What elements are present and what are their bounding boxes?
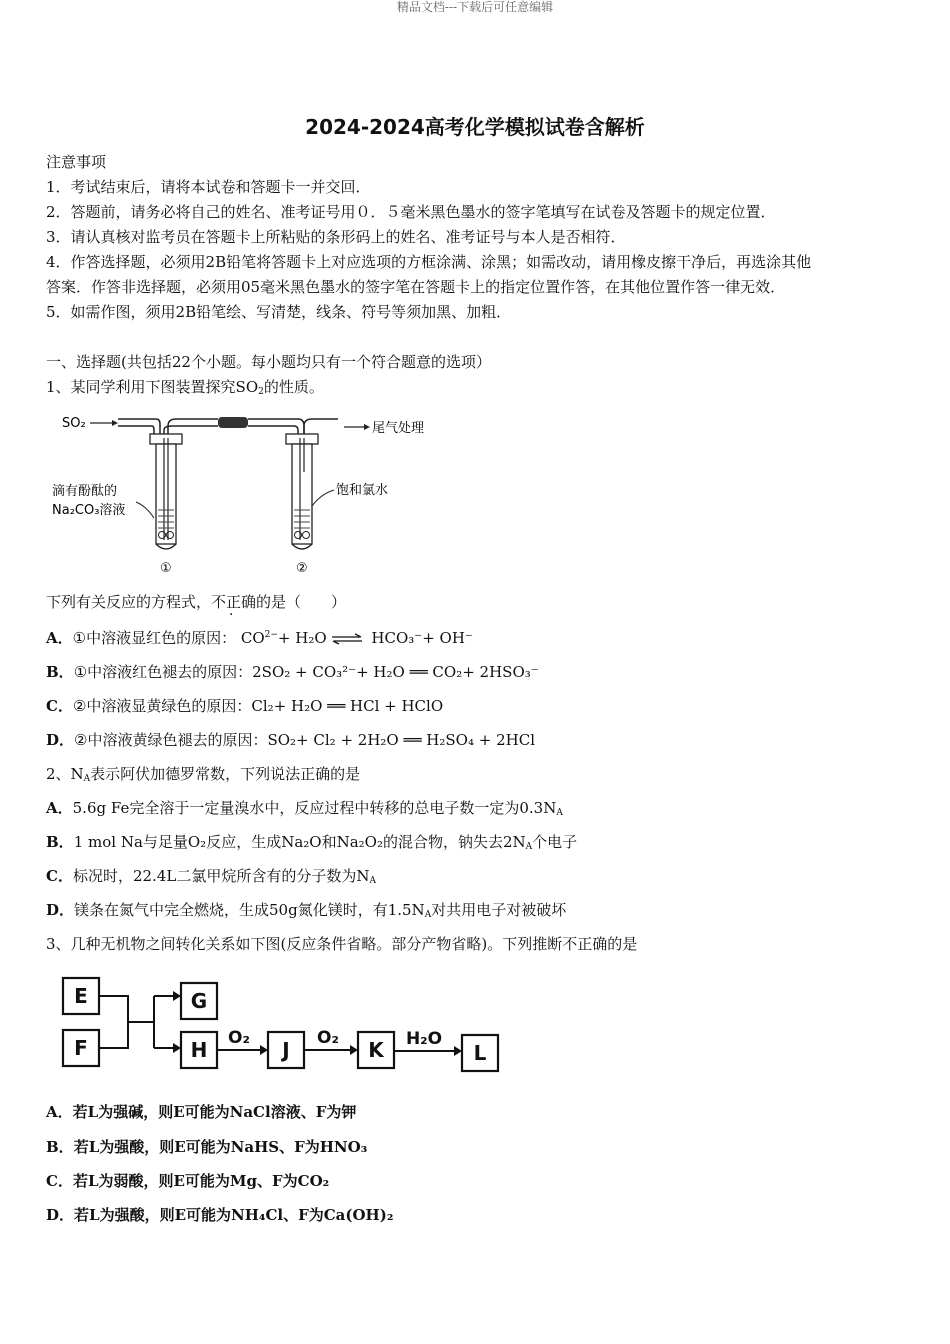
- inlet-label: SO₂: [62, 416, 86, 431]
- tube2-number: ②: [296, 561, 308, 576]
- section-heading: 一、选择题(共包括22个小题。每小题均只有一个符合题意的选项）: [46, 353, 491, 371]
- tube1-label: Na₂CO₃溶液: [52, 503, 126, 518]
- equilibrium-arrow-icon: [330, 633, 364, 645]
- q3-option-c: C．若L为弱酸，则E可能为Mg、F为CO₂: [46, 1172, 330, 1190]
- node-j: J: [282, 1038, 290, 1062]
- outlet-label: 尾气处理: [372, 421, 425, 436]
- q3-option-a: A．若L为强碱，则E可能为NaCl溶液、F为钾: [46, 1103, 357, 1121]
- notice-heading: 注意事项: [46, 153, 107, 171]
- notice-item: 4．作答选择题，必须用2B铅笔将答题卡上对应选项的方框涂满、涂黑；如需改动，请用橡皮擦干净后，再选涂其他: [46, 253, 812, 271]
- tube2-label: 饱和氯水: [336, 483, 389, 498]
- q2-option-a: A．5.6g Fe完全溶于一定量溴水中，反应过程中转移的总电子数一定为$0.3N_A$: [46, 799, 563, 818]
- q3-option-d: D．若L为强酸，则E可能为NH₄Cl、F为Ca(OH)₂: [46, 1206, 394, 1224]
- q1-apparatus-figure: [46, 402, 446, 580]
- reagent-o2: O₂: [317, 1028, 339, 1048]
- q2-stem: 2、$N_A$表示阿伏加德罗常数，下列说法正确的是: [46, 765, 361, 784]
- notice-item: 2．答题前，请务必将自己的姓名、准考证号用０．５毫米黑色墨水的签字笔填写在试卷及答题卡的规定位置．: [46, 203, 776, 221]
- node-k: K: [368, 1038, 384, 1062]
- page-title: 2024-2024高考化学模拟试卷含解析: [305, 115, 645, 139]
- q3-option-b: B．若L为强酸，则E可能为NaHS、F为HNO₃: [46, 1138, 368, 1156]
- node-e: E: [74, 984, 88, 1008]
- q1-option-c: C．②中溶液显黄绿色的原因：Cl₂+ H₂O ══ HCl + HClO: [46, 697, 444, 715]
- node-l: L: [473, 1041, 487, 1065]
- q3-stem: 3、几种无机物之间转化关系如下图(反应条件省略。部分产物省略)。下列推断不正确的是: [46, 935, 638, 953]
- tube1-number: ①: [160, 561, 172, 576]
- notice-item: 1．考试结束后，请将本试卷和答题卡一并交回．: [46, 178, 371, 196]
- page-header-watermark: 精品文档---下载后可任意编辑: [396, 0, 554, 14]
- tube1-label: 滴有酚酞的: [52, 484, 118, 499]
- q1-stem: 1、某同学利用下图装置探究$SO_2$的性质。: [46, 378, 324, 397]
- reagent-o2: O₂: [228, 1028, 250, 1048]
- q2-option-c: C．标况时，22.4L二氯甲烷所含有的分子数为$N_A$: [46, 867, 376, 886]
- q3-flow-diagram: [56, 970, 516, 1082]
- q2-option-d: D．镁条在氮气中完全燃烧，生成50g氮化镁时，有$1.5N_A$对共用电子对被破坏: [46, 901, 567, 920]
- notice-item: 5．如需作图，须用2B铅笔绘、写清楚，线条、符号等须加黑、加粗．: [46, 303, 512, 321]
- q1-option-a: A．①中溶液显红色的原因： $CO^{2-}+ H_2O$ HCO₃⁻+ OH⁻: [46, 629, 473, 647]
- node-f: F: [74, 1036, 88, 1060]
- q1-option-b: B．①中溶液红色褪去的原因：2SO₂ + CO₃²⁻+ H₂O ══ CO₂+ 2HSO₃⁻: [46, 663, 539, 681]
- q2-option-b: B．1 mol Na与足量O₂反应，生成Na₂O和Na₂O₂的混合物，钠失去$2N_A$个电子: [46, 833, 578, 852]
- q1-question: 下列有关反应的方程式，不正确的是（ ）: [46, 593, 347, 611]
- notice-item: 答案．作答非选择题，必须用05毫米黑色墨水的签字笔在答题卡上的指定位置作答，在其他位置作答一律无效．: [46, 278, 786, 296]
- notice-item: 3．请认真核对监考员在答题卡上所粘贴的条形码上的姓名、准考证号与本人是否相符．: [46, 228, 626, 246]
- node-g: G: [190, 989, 208, 1013]
- q1-option-d: D．②中溶液黄绿色褪去的原因：SO₂+ Cl₂ + 2H₂O ══ H₂SO₄ + 2HCl: [46, 731, 535, 749]
- node-h: H: [190, 1038, 208, 1062]
- reagent-h2o: H₂O: [405, 1029, 443, 1049]
